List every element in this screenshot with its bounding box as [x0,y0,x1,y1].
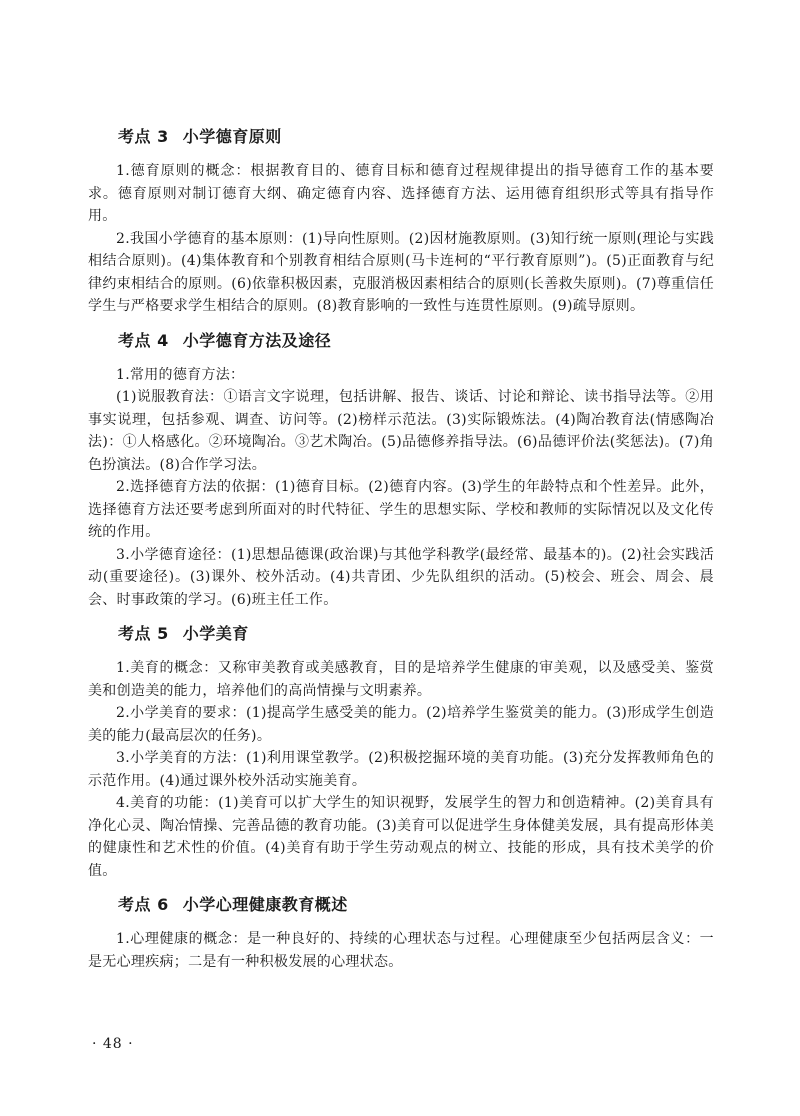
section-title: 小学心理健康教育概述 [182,895,348,914]
section-number: 考点 6 [118,895,169,914]
paragraph: 1.美育的概念：又称审美教育或美感教育，目的是培养学生健康的审美观，以及感受美、鉴赏美和创造美的能力，培养他们的高尚情操与文明素养。 [88,660,714,699]
section-kaodian-5 [88,623,714,882]
section-heading [118,330,714,352]
section-kaodian-6 [88,894,714,973]
section-title: 小学德育原则 [182,127,282,146]
paragraph: 3.小学美育的方法：(1)利用课堂教学。(2)积极挖掘环境的美育功能。(3)充分发挥教师角色的示范作用。(4)通过课外校外活动实施美育。 [88,750,714,789]
paragraph: 4.美育的功能：(1)美育可以扩大学生的知识视野，发展学生的智力和创造精神。(2)美育具有净化心灵、陶冶情操、完善品德的教育功能。(3)美育可以促进学生身体健美发展，具有提高形体美的健康性和艺术性的价值。(4)美育有助于学生劳动观点的树立、技能的形成，具有技术美学的价值。 [88,795,714,879]
section-number: 考点 5 [118,624,169,643]
section-heading [118,623,714,645]
paragraph: 2.我国小学德育的基本原则：(1)导向性原则。(2)因材施教原则。(3)知行统一原则(理论与实践相结合原则)。(4)集体教育和个别教育相结合原则(马卡连柯的“平行教育原则”)。(5)正面教育与纪律约束相结合的原则。(6)依靠积极因素，克服消极因素相结合的原则(长善救失原则)。(7)尊重信任学生与严格要求学生相结合的原则。(8)教育影响的一致性与连贯性原则。(9)疏导原则。 [88,230,714,314]
section-heading [118,894,714,916]
section-kaodian-3 [88,126,714,318]
paragraph: 1.心理健康的概念：是一种良好的、持续的心理状态与过程。心理健康至少包括两层含义：一是无心理疾病；二是有一种积极发展的心理状态。 [88,931,714,970]
paragraph: 1.常用的德育方法： [116,366,245,383]
section-heading [118,126,714,148]
page-number: · 48 · [92,1036,134,1052]
section-kaodian-4 [88,330,714,612]
section-number: 考点 3 [118,127,169,146]
section-title: 小学德育方法及途径 [182,330,332,350]
paragraph: 1.德育原则的概念：根据教育目的、德育目标和德育过程规律提出的指导德育工作的基本要求。德育原则对制订德育大纲、确定德育内容、选择德育方法、运用德育组织形式等具有指导作用。 [88,163,714,224]
section-title: 小学美育 [182,624,249,643]
page-content [88,126,714,985]
paragraph: 2.小学美育的要求：(1)提高学生感受美的能力。(2)培养学生鉴赏美的能力。(3)形成学生创造美的能力(最高层次的任务)。 [88,705,714,744]
section-number: 考点 4 [118,330,169,350]
paragraph: (1)说服教育法：①语言文字说理，包括讲解、报告、谈话、讨论和辩论、读书指导法等。②用事实说理，包括参观、调查、访问等。(2)榜样示范法。(3)实际锻炼法。(4)陶冶教育法(情感陶冶法)：①人格感化。②环境陶冶。③艺术陶冶。(5)品德修养指导法。(6)品德评价法(奖惩法)。(7)角色扮演法。(8)合作学习法。 [88,389,714,473]
paragraph: 3.小学德育途径：(1)思想品德课(政治课)与其他学科教学(最经常、最基本的)。(2)社会实践活动(重要途径)。(3)课外、校外活动。(4)共青团、少先队组织的活动。(5)校会、班会、周会、晨会、时事政策的学习。(6)班主任工作。 [88,546,714,608]
paragraph: 2.选择德育方法的依据：(1)德育目标。(2)德育内容。(3)学生的年龄特点和个性差异。此外，选择德育方法还要考虑到所面对的时代特征、学生的思想实际、学校和教师的实际情况以及文化传统的作用。 [88,479,714,540]
